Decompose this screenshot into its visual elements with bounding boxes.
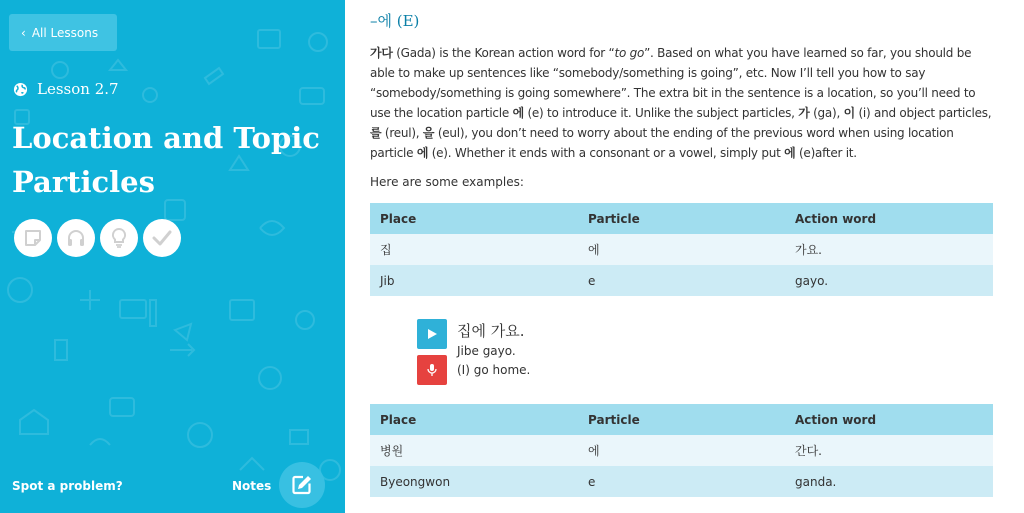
- paragraph-text: (e) to introduce it. Unlike the subject particles,: [523, 106, 799, 120]
- table-cell: 집: [370, 234, 578, 265]
- all-lessons-button[interactable]: [9, 14, 117, 51]
- notes-activity-button[interactable]: [14, 219, 52, 257]
- paragraph-text: (ga),: [809, 106, 844, 120]
- korean-word: 을: [422, 126, 435, 140]
- table-row: [370, 435, 993, 466]
- korean-word: 가다: [370, 46, 393, 60]
- record-audio-button[interactable]: [417, 355, 447, 385]
- example-translation: (I) go home.: [457, 363, 531, 377]
- table-cell: Byeongwon: [370, 466, 578, 497]
- lesson-paragraph: [370, 43, 994, 163]
- column-header-action-word: Action word: [785, 203, 993, 234]
- column-header-place: Place: [370, 203, 578, 234]
- quiz-activity-button[interactable]: [143, 219, 181, 257]
- lesson-sidebar: [0, 0, 345, 513]
- korean-word: 에: [512, 106, 524, 120]
- table-cell: 간다.: [785, 435, 993, 466]
- table-cell: e: [578, 265, 785, 296]
- chevron-left-icon: ‹: [21, 25, 26, 40]
- paragraph-text: (e)after it.: [795, 146, 857, 160]
- table-header-row: [370, 404, 993, 435]
- lesson-number-label: Lesson 2.7: [37, 80, 119, 98]
- spot-a-problem-link[interactable]: Spot a problem?: [12, 479, 123, 493]
- table-cell: e: [578, 466, 785, 497]
- paragraph-text: (Gada) is the Korean action word for “: [392, 46, 615, 60]
- column-header-action-word: Action word: [785, 404, 993, 435]
- listening-activity-button[interactable]: [57, 219, 95, 257]
- paragraph-text: ”. Based on what you have learned so far, you should be able to make up sentences like “somebody/something is going”, etc. Now I’ll tell you how to say “somebody/something is going somewhere”. The extra bit in the sentence is a location, so you’ll need to use the location particle: [370, 46, 976, 120]
- edit-icon: [290, 473, 314, 497]
- all-lessons-label: All Lessons: [31, 25, 99, 40]
- notes-label[interactable]: Notes: [232, 479, 272, 493]
- table-header-row: [370, 203, 993, 234]
- example-korean: 집에 가요.: [457, 322, 525, 340]
- paragraph-text: (reul),: [381, 126, 423, 140]
- lesson-activity-icons: [14, 219, 186, 257]
- tips-activity-button[interactable]: [100, 219, 138, 257]
- table-row: [370, 466, 993, 497]
- table-cell: 가요.: [785, 234, 993, 265]
- korean-word: 에: [784, 146, 796, 160]
- notes-button[interactable]: [279, 462, 325, 508]
- lesson-content: [370, 0, 994, 513]
- note-icon: [24, 229, 42, 247]
- paragraph-italic: to go: [614, 46, 645, 60]
- table-row: [370, 265, 993, 296]
- table-cell: 에: [578, 435, 785, 466]
- play-icon: [426, 328, 438, 340]
- play-audio-button[interactable]: [417, 319, 447, 349]
- korean-word: 를: [370, 126, 382, 140]
- lesson-number: [13, 80, 119, 98]
- column-header-particle: Particle: [578, 404, 785, 435]
- example-romanization: Jibe gayo.: [457, 344, 516, 358]
- table-cell: Jib: [370, 265, 578, 296]
- column-header-place: Place: [370, 404, 578, 435]
- korean-word: 가: [798, 106, 810, 120]
- paragraph-text: (i) and object particles,: [854, 106, 992, 120]
- check-icon: [152, 230, 172, 246]
- headphones-icon: [66, 229, 86, 247]
- globe-icon: [13, 82, 28, 97]
- examples-intro: Here are some examples:: [370, 175, 524, 189]
- vocab-table-1: [370, 203, 993, 296]
- section-heading: –에 (E): [370, 12, 420, 30]
- table-cell: 에: [578, 234, 785, 265]
- paragraph-text: (eul), you don’t need to worry about the ending of the previous word when using location particle: [370, 126, 954, 160]
- korean-word: 이: [843, 106, 855, 120]
- table-row: [370, 234, 993, 265]
- column-header-particle: Particle: [578, 203, 785, 234]
- microphone-icon: [426, 363, 438, 377]
- table-cell: 병원: [370, 435, 578, 466]
- korean-word: 에: [416, 146, 429, 160]
- vocab-table-2: [370, 404, 993, 497]
- table-cell: gayo.: [785, 265, 993, 296]
- table-cell: ganda.: [785, 466, 993, 497]
- lesson-title: Location and Topic Particles: [12, 121, 320, 199]
- lightbulb-icon: [111, 228, 127, 248]
- paragraph-text: (e). Whether it ends with a consonant or a vowel, simply put: [428, 146, 785, 160]
